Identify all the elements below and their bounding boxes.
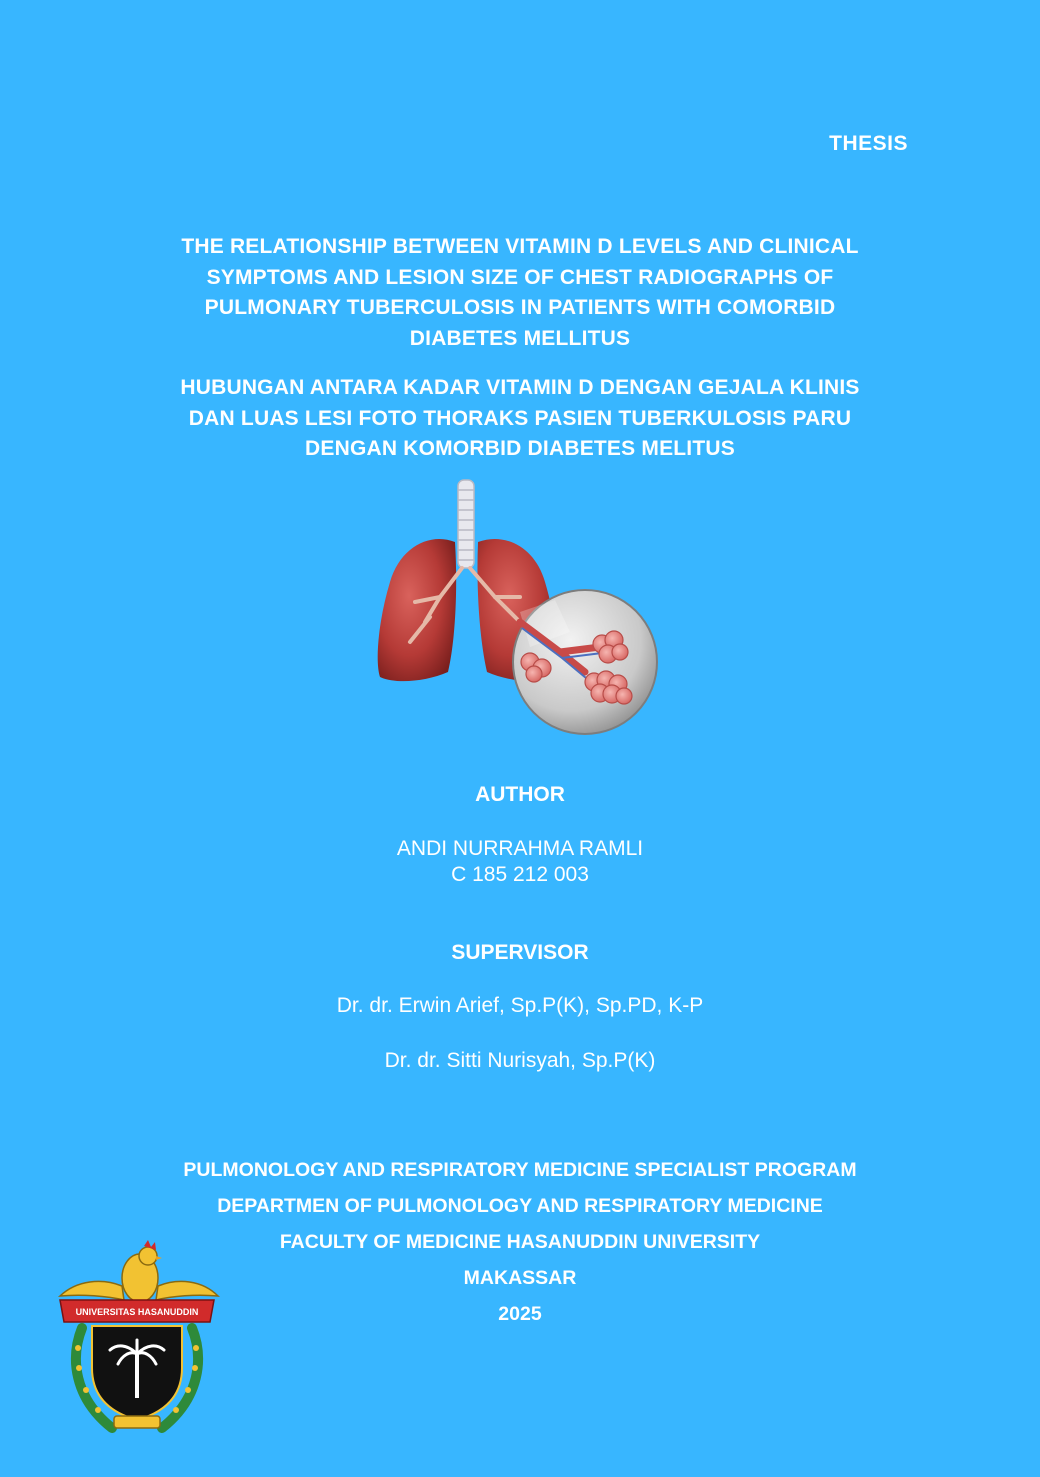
university-logo [52, 1238, 222, 1438]
supervisor-heading: SUPERVISOR [451, 941, 589, 964]
title-indonesian-line: DAN LUAS LESI FOTO THORAKS PASIEN TUBERKULOSIS PARU [188, 406, 852, 430]
institution-department: DEPARTMEN OF PULMONOLOGY AND RESPIRATORY MEDICINE [217, 1195, 823, 1217]
title-english-line: PULMONARY TUBERCULOSIS IN PATIENTS WITH COMORBID [204, 296, 836, 319]
supervisor-name: Dr. dr. Erwin Arief, Sp.P(K), Sp.PD, K-P [336, 994, 704, 1017]
title-english-line: SYMPTOMS AND LESION SIZE OF CHEST RADIOGRAPHS OF [206, 265, 834, 289]
title-indonesian-line: HUBUNGAN ANTARA KADAR VITAMIN D DENGAN GEJALA KLINIS [180, 376, 860, 399]
title-english-line: DIABETES MELLITUS [409, 326, 631, 350]
institution-year: 2025 [498, 1303, 542, 1325]
thesis-title-english [120, 232, 920, 354]
author-info [0, 836, 1040, 888]
author-student-id: C 185 212 003 [451, 863, 589, 886]
institution-program: PULMONOLOGY AND RESPIRATORY MEDICINE SPECIALIST PROGRAM [183, 1159, 857, 1181]
document-type-label: THESIS [829, 132, 908, 155]
lungs-illustration [370, 472, 670, 747]
thesis-title-indonesian [120, 373, 920, 465]
title-english-line: THE RELATIONSHIP BETWEEN VITAMIN D LEVELS AND CLINICAL [181, 235, 859, 258]
author-name: ANDI NURRAHMA RAMLI [396, 837, 644, 860]
logo-banner-text: UNIVERSITAS HASANUDDIN [75, 1307, 199, 1317]
institution-faculty: FACULTY OF MEDICINE HASANUDDIN UNIVERSITY [279, 1231, 761, 1253]
title-indonesian-line: DENGAN KOMORBID DIABETES MELITUS [305, 437, 735, 460]
supervisor-name: Dr. dr. Sitti Nurisyah, Sp.P(K) [384, 1049, 656, 1072]
institution-city: MAKASSAR [463, 1267, 577, 1289]
author-heading: AUTHOR [475, 783, 565, 806]
